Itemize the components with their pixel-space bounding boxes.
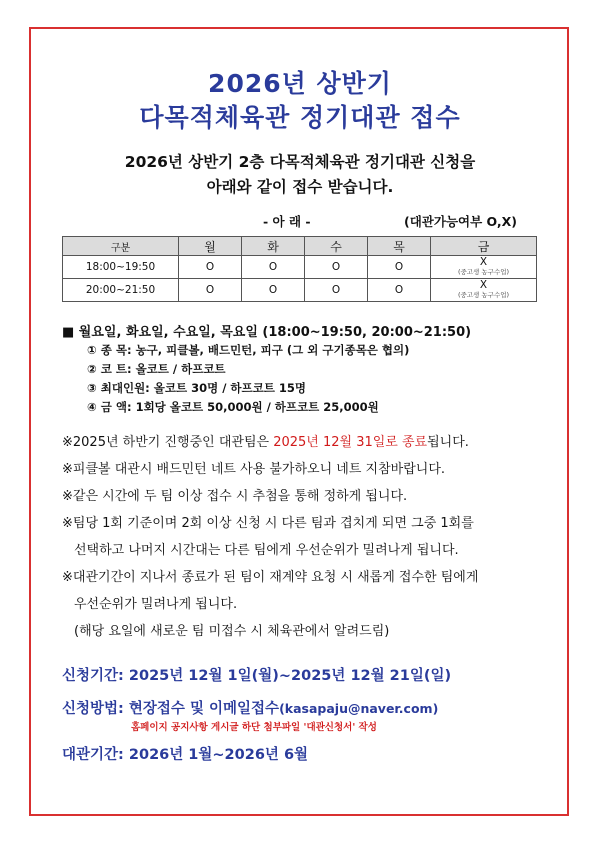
detail-item-capacity: ③ 최대인원: 올코트 30명 / 하프코트 15명 [87, 381, 306, 395]
apply-method [62, 697, 438, 718]
rental-period-label: 대관기간: [62, 747, 124, 763]
availability-note: (중고생 농구수업) [457, 268, 510, 276]
rental-period-value: 2026년 1월~2026년 6월 [128, 747, 309, 763]
notice-1 [62, 431, 469, 450]
notice-4a: ※팀당 1회 기준이며 2회 이상 신청 시 다른 팀과 겹치게 되면 그중 1회를 [62, 516, 474, 531]
availability-cell: O [179, 279, 242, 302]
notice-1-text: ※2025년 하반기 진행중인 대관팀은 [62, 435, 274, 450]
notice-2: ※피클볼 대관시 배드민턴 네트 사용 불가하오니 네트 지참바랍니다. [62, 462, 446, 477]
rental-period [62, 743, 308, 764]
availability-mark: X [479, 256, 488, 268]
header-wed: 수 [305, 237, 368, 256]
availability-cell: O [305, 256, 368, 279]
availability-mark: X [479, 279, 488, 291]
subtitle-line2: 아래와 같이 접수 받습니다. [206, 178, 394, 196]
notice-5a: ※대관기간이 지나서 종료가 된 팀이 재계약 요청 시 새롭게 접수한 팀에게 [62, 570, 479, 585]
header-tue: 화 [242, 237, 305, 256]
availability-cell: O [242, 256, 305, 279]
detail-item-court: ② 코 트: 올코트 / 하프코트 [87, 362, 226, 376]
apply-email: (kasapaju@naver.com) [279, 701, 439, 716]
notice-1-highlight: 2025년 12월 31일로 종료 [273, 435, 428, 450]
header-category: 구분 [63, 237, 179, 256]
notice-4b: 선택하고 나머지 시간대는 다른 팀에게 우선순위가 밀려나게 됩니다. [74, 543, 459, 558]
availability-cell: O [305, 279, 368, 302]
title-line1: 2026년 상반기 [208, 69, 392, 98]
availability-note: (중고생 농구수업) [457, 291, 510, 299]
apply-method-note: 홈페이지 공지사항 게시글 하단 첨부파일 '대관신청서' 작성 [131, 722, 377, 733]
detail-item-sport: ① 종 목: 농구, 피클볼, 배드민턴, 피구 (그 외 구기종목은 협의) [87, 343, 410, 357]
below-label: - 아 래 - [263, 214, 311, 229]
apply-period [62, 664, 451, 685]
availability-cell-fri [431, 279, 537, 302]
table-row [63, 256, 537, 279]
notice-1-end: 됩니다. [427, 435, 469, 450]
detail-item-fee: ④ 금 액: 1회당 올코트 50,000원 / 하프코트 25,000원 [87, 400, 379, 414]
apply-method-value: 현장접수 및 이메일접수 [128, 701, 280, 717]
subtitle-line1: 2026년 상반기 2층 다목적체육관 정기대관 신청을 [124, 153, 476, 171]
notice-5b: 우선순위가 밀려나게 됩니다. [74, 597, 238, 612]
availability-cell-fri [431, 256, 537, 279]
availability-legend: (대관가능여부 O,X) [404, 214, 517, 229]
schedule-header-row [63, 237, 537, 256]
availability-cell: O [368, 279, 431, 302]
availability-cell: O [242, 279, 305, 302]
days-heading: ■ 월요일, 화요일, 수요일, 목요일 (18:00~19:50, 20:00~21:50) [62, 325, 472, 340]
availability-cell: O [368, 256, 431, 279]
apply-method-label: 신청방법: [62, 701, 124, 717]
apply-period-label: 신청기간: [62, 668, 124, 684]
header-mon: 월 [179, 237, 242, 256]
notice-6: (해당 요일에 새로운 팀 미접수 시 체육관에서 알려드림) [74, 624, 390, 639]
header-fri: 금 [431, 237, 537, 256]
header-thu: 목 [368, 237, 431, 256]
time-slot: 18:00~19:50 [63, 256, 179, 279]
availability-cell: O [179, 256, 242, 279]
title-line2: 다목적체육관 정기대관 접수 [139, 103, 461, 132]
notice-3: ※같은 시간에 두 팀 이상 접수 시 추첨을 통해 정하게 됩니다. [62, 489, 408, 504]
table-row [63, 279, 537, 302]
schedule-table [62, 236, 537, 302]
apply-period-value: 2025년 12월 1일(월)~2025년 12월 21일(일) [128, 668, 452, 684]
time-slot: 20:00~21:50 [63, 279, 179, 302]
